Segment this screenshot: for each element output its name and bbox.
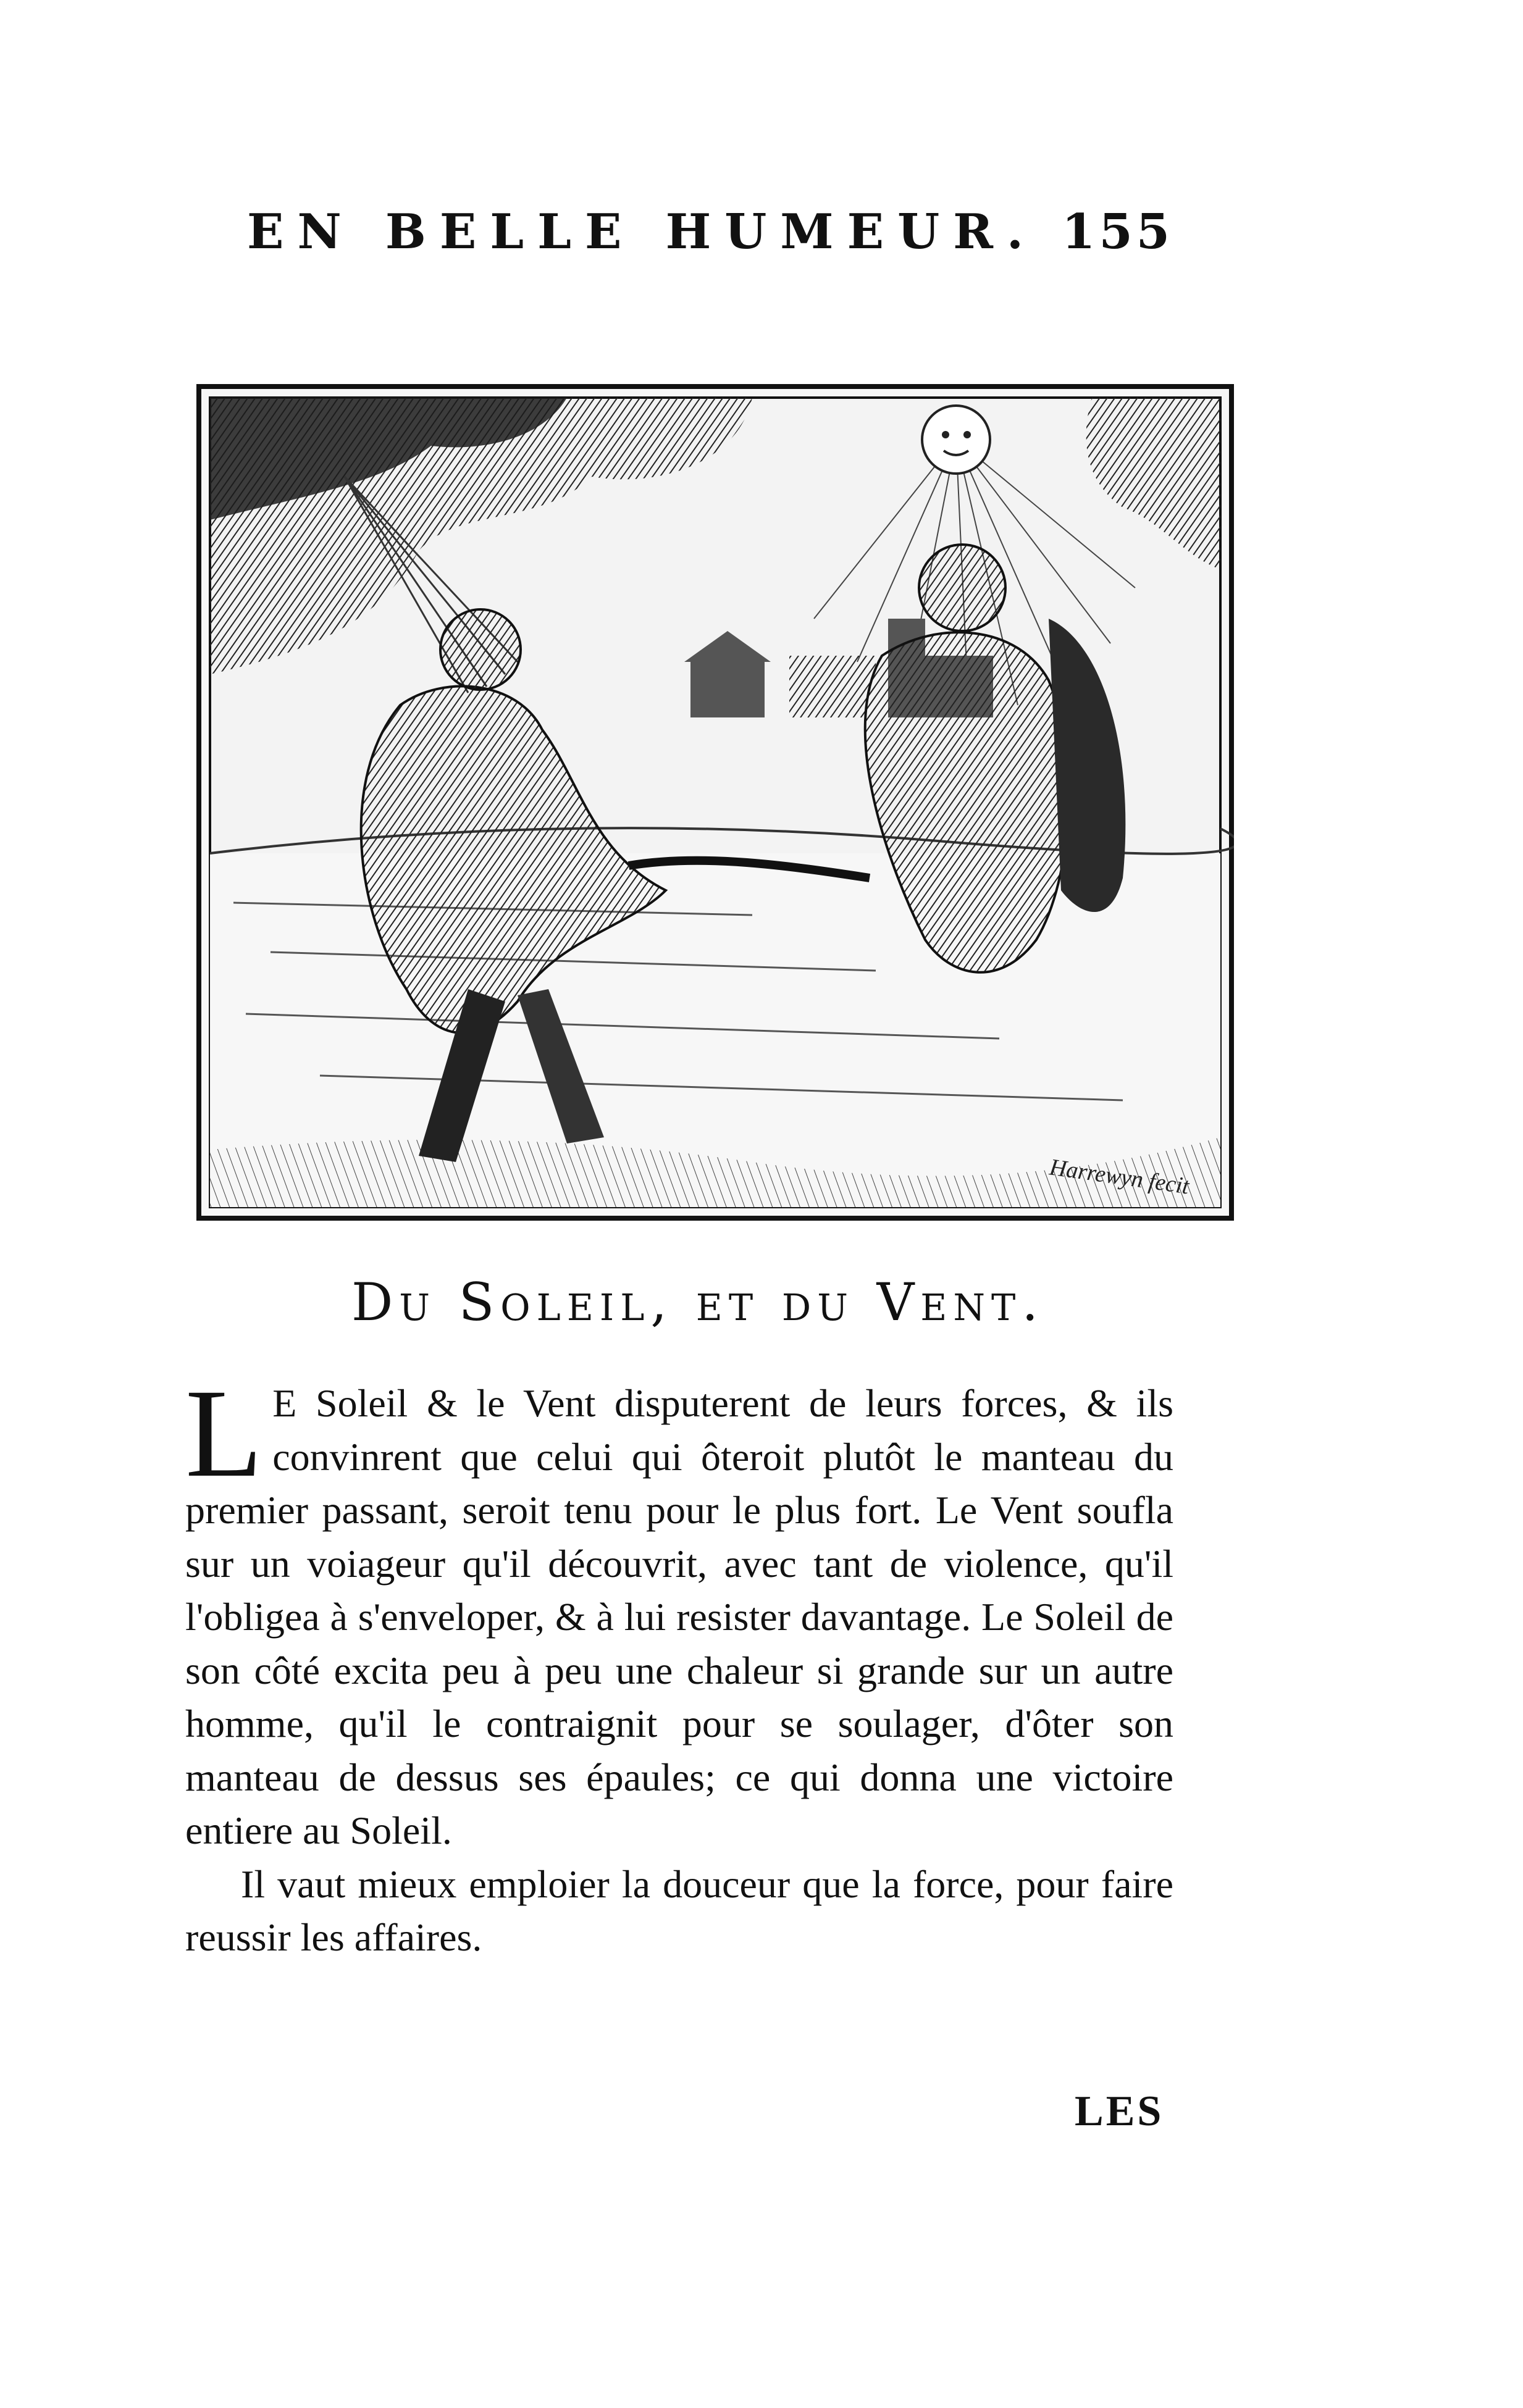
fable-body — [185, 1363, 1173, 1965]
catchword: LES — [1075, 2088, 1164, 2135]
fable-body-text: E Soleil & le Vent disputerent de leurs forces, & ils convinrent que celui qui ôteroit plutôt le manteau du premier passant, seroit tenu pour le plus fort. Le Vent soufla sur un voiageur qu'il découvrit, avec tant de violence, qu'il l'obligea à s'enveloper, & à lui resister davantage. Le Soleil de son côté excita peu à peu une chaleur si grande sur un autre homme, qu'il le contraignit pour se soulager, d'ôter son manteau de dessus ses épaules; ce qui donna une victoire entiere au Soleil. — [185, 1381, 1173, 1852]
running-title: EN BELLE HUMEUR. — [247, 204, 1038, 260]
page-number: 155 — [1062, 204, 1173, 260]
running-head — [247, 204, 1173, 260]
fable-paragraph — [185, 1363, 1173, 1858]
engraving-illustration — [196, 384, 1234, 1221]
fable-moral: Il vaut mieux emploier la douceur que la force, pour faire reussir les affaires. — [185, 1862, 1173, 1959]
fable-title: Du Soleil, et du Vent. — [351, 1272, 1045, 1332]
engraving-plate — [196, 384, 1234, 1221]
engraver-signature: Harrewyn fecit — [1047, 1154, 1191, 1200]
drop-cap: L — [185, 1363, 263, 1503]
